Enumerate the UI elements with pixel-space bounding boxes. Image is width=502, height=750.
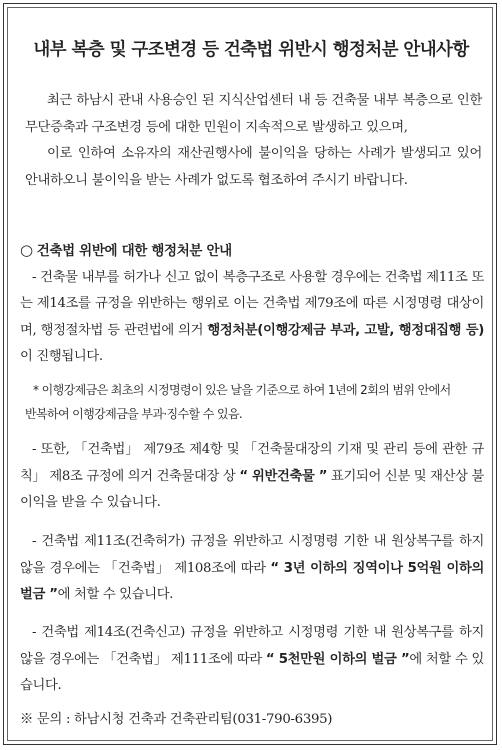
section-paragraph-end: 이 진행됩니다.	[20, 349, 103, 364]
paragraph-violation-registry	[20, 437, 484, 517]
para3-bold: “ 5천만원 이하의 벌금 ”	[265, 651, 410, 667]
intro-block	[25, 88, 482, 194]
penalty-section	[20, 237, 484, 371]
paragraph-report-violation-text	[20, 620, 484, 700]
para1-end: 표기되어 신분 및 재산상 불이익을 받을 수 있습니다.	[20, 468, 485, 510]
para3-end: 에 처할 수 있습니다.	[20, 651, 484, 693]
notice-title: 내부 복층 및 구조변경 등 건축법 위반시 행정처분 안내사항	[33, 40, 469, 60]
note-line-1	[25, 378, 484, 402]
paragraph-permit-violation	[20, 529, 484, 609]
intro-paragraph-1: 최근 하남시 관내 사용승인 된 지식산업센터 내 등 건축물 내부 복층으로 인한 무단증축과 구조변경 등에 대한 민원이 지속적으로 발생하고 있으며,	[25, 93, 482, 135]
para3-text: - 건축법 제14조(건축신고) 규정을 위반하고 시정명령 기한 내 원상복구를 하지 않을 경우에는 「건축법」 제111조에 따라	[20, 625, 484, 667]
fine-note	[25, 378, 484, 426]
section-heading	[20, 237, 484, 265]
para1-text: - 또한, 「건축법」 제79조 제4항 및 「건축물대장의 기재 및 관리 등에 관한 규칙」 제8조 규정에 의거 건축물대장 상	[20, 442, 484, 484]
para2-text: - 건축법 제11조(건축허가) 규정을 위반하고 시정명령 기한 내 원상복구를 하지 않을 경우에는 「건축법」 제108조에 따라	[20, 534, 484, 576]
paragraph-permit-violation-text	[20, 529, 484, 609]
contact-info: ※ 문의 : 하남시청 건축과 건축관리팀(031-790-6395)	[20, 712, 333, 727]
para1-bold: “ 위반건축물 ”	[239, 468, 328, 484]
section-heading-text: 건축법 위반에 대한 행정처분 안내	[36, 243, 232, 259]
section-paragraph-text: - 건축물 내부를 허가나 신고 없이 복층구조로 사용할 경우에는 건축법 제11조 또는 제14조를 규정을 위반하는 행위로 이는 건축법 제79조에 따른 시정명령 대상이며, 행정절차법 등 관련법에 의거	[20, 269, 484, 338]
circle-bullet-icon: ○	[20, 241, 33, 259]
asterisk-mark: *	[33, 383, 39, 397]
para2-bold: “ 3년 이하의 징역이나 5억원 이하의 벌금 ”	[20, 560, 484, 602]
intro-paragraph-2: 이로 인하여 소유자의 재산권행사에 불이익을 당하는 사례가 발생되고 있어 안내하오니 불이익을 받는 사례가 없도록 협조하여 주시기 바랍니다.	[25, 146, 482, 188]
paragraph-report-violation	[20, 620, 484, 700]
note-line-2: 반복하여 이행강제금을 부과·징수할 수 있음.	[25, 407, 243, 421]
note-line-1-text: 이행강제금은 최초의 시정명령이 있은 날을 기준으로 하여 1년에 2회의 범위 안에서	[41, 383, 451, 397]
paragraph-violation-registry-text	[20, 437, 484, 517]
section-paragraph	[20, 265, 484, 371]
section-paragraph-bold: 행정처분(이행강제금 부과, 고발, 행정대집행 등)	[207, 322, 485, 338]
para2-end: 에 처할 수 있습니다.	[57, 587, 174, 602]
